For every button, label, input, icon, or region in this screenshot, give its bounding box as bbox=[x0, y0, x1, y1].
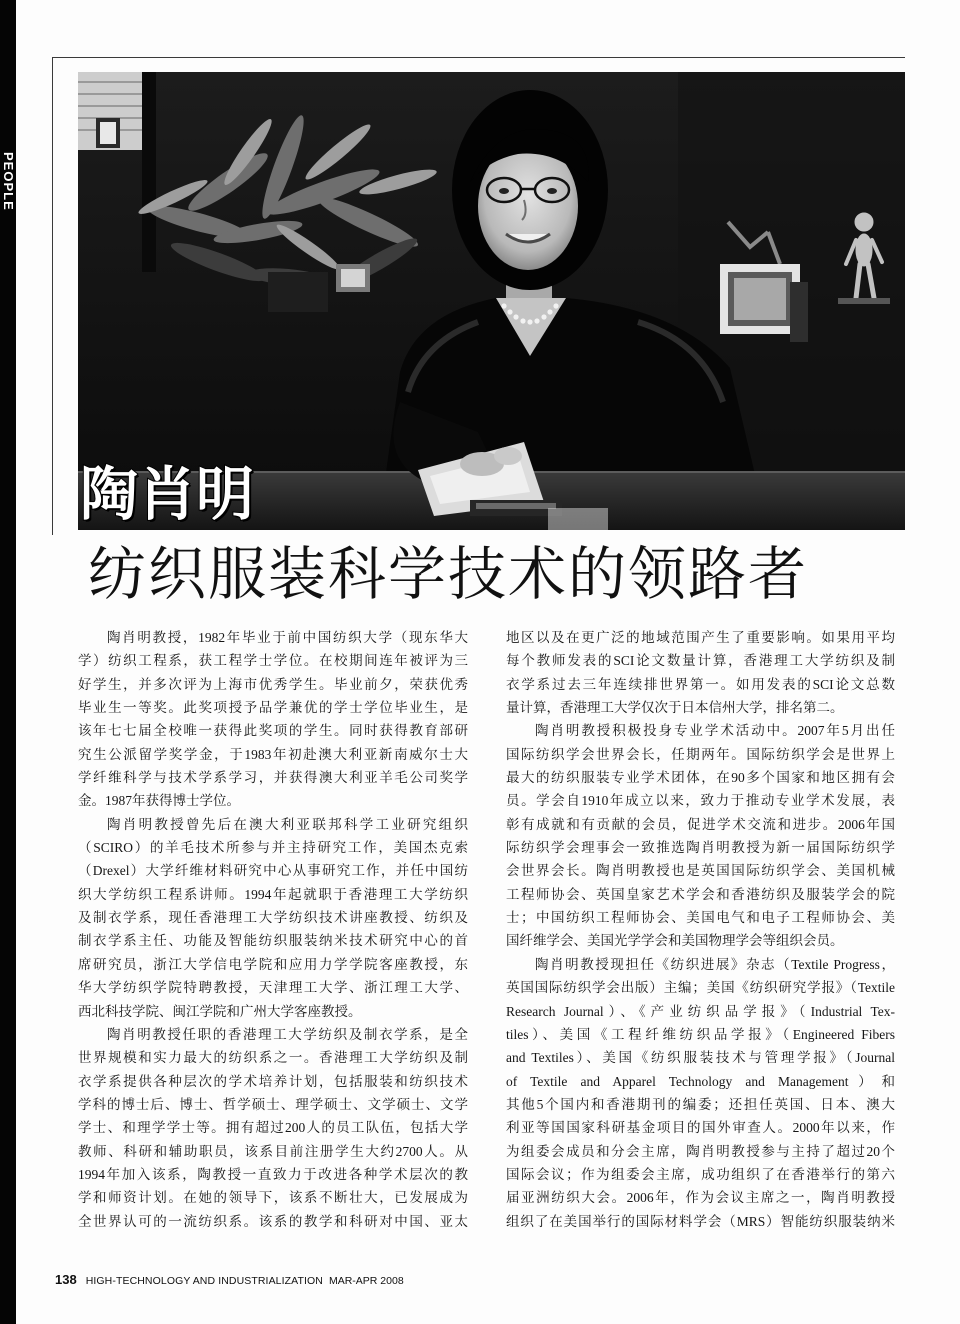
text-line: 席研究员，浙江大学信电学院和应用力学学院客座教授，东 bbox=[78, 956, 468, 972]
text-line: 西北科技学院、闽江学院和广州大学客座教授。 bbox=[78, 1003, 362, 1019]
paragraph bbox=[506, 719, 895, 952]
text-line: 教师、科研和辅助职员，该系目前注册学生大约2700人。从 bbox=[78, 1143, 468, 1159]
text-line: 究生公派留学奖学金，于1983年初赴澳大利亚新南威尔士大 bbox=[78, 746, 468, 762]
text-line: 毕业生一等奖。此奖项授予品学兼优的学士学位毕业生，是 bbox=[78, 700, 468, 716]
paragraph bbox=[78, 626, 468, 813]
text-line: 学）纺织工程系，获工程学士学位。在校期间连年被评为三 bbox=[78, 653, 468, 669]
text-line: 学科的博士后、博士、哲学硕士、理学硕士、文学硕士、文学 bbox=[78, 1096, 468, 1112]
text-line: （SCIRO）的羊毛技术所参与并主持研究工作，美国杰克索 bbox=[78, 840, 468, 856]
frame-line-left bbox=[52, 57, 53, 535]
text-line: 1994年加入该系，陶教授一直致力于改进各种学术层次的教 bbox=[78, 1166, 468, 1182]
paragraph bbox=[506, 953, 895, 1233]
text-line: 届亚洲纺织大会。2006年，作为会议主席之一，陶肖明教授 bbox=[506, 1190, 895, 1206]
publication-name: HIGH-TECHNOLOGY AND INDUSTRIALIZATION bbox=[85, 1275, 323, 1287]
text-line: tiles）、美国《工程纤维纺织品学报》（Engineered Fibers bbox=[506, 1026, 895, 1042]
frame-line-top bbox=[52, 57, 905, 58]
text-line: 员。学会自1910年成立以来，致力于推动专业学术发展，表 bbox=[506, 793, 895, 809]
text-line: 工程师协会、英国皇家艺术学会和香港纺织及服装学会的院 bbox=[506, 886, 895, 902]
page-number: 138 bbox=[55, 1272, 77, 1287]
text-line: 织大学纺织工程系讲师。1994年起就职于香港理工大学纺织 bbox=[78, 886, 468, 902]
text-line: 为组委会成员和分会主席，陶肖明教授参与主持了超过20个 bbox=[506, 1143, 895, 1159]
text-line: and Textiles）、美国《纺织服装技术与管理学报》（Journal bbox=[506, 1050, 895, 1066]
text-line: 及制衣学系，现任香港理工大学纺织技术讲座教授、纺织及 bbox=[78, 910, 468, 926]
text-line: 陶肖明教授，1982年毕业于前中国纺织大学（现东华大 bbox=[107, 630, 468, 645]
text-line: 制衣学系主任、功能及智能纺织服装纳米技术研究中心的首 bbox=[78, 933, 468, 949]
text-line: 其他5个国内和香港期刊的编委；还担任英国、日本、澳大 bbox=[506, 1096, 895, 1112]
paragraph bbox=[506, 626, 895, 719]
article-headline: 纺织服装科学技术的领路者 bbox=[88, 540, 809, 608]
text-line: （Drexel）大学纤维材料研究中心从事研究工作，并任中国纺 bbox=[78, 863, 468, 879]
text-line: 陶肖明教授曾先后在澳大利亚联邦科学工业研究组织 bbox=[107, 816, 468, 832]
section-tab-label: PEOPLE bbox=[1, 152, 16, 211]
text-line: 陶肖明教授任职的香港理工大学纺织及制衣学系，是全 bbox=[107, 1026, 468, 1042]
body-column-right bbox=[506, 626, 895, 1233]
text-line: 世界规模和实力最大的纺织系之一。香港理工大学纺织及制 bbox=[78, 1050, 468, 1066]
text-line: 量计算，香港理工大学仅次于日本信州大学，排名第二。 bbox=[506, 700, 844, 716]
paragraph bbox=[78, 1023, 468, 1233]
section-side-bar bbox=[0, 0, 16, 1324]
text-line: 会世界会长。陶肖明教授也是英国国际纺织学会、美国机械 bbox=[506, 863, 895, 879]
text-line: 利亚等国国家科研基金项目的国外审查人。2000年以来，作 bbox=[506, 1120, 895, 1136]
text-line: 华大学纺织学院特聘教授，天津理工大学、浙江理工大学、 bbox=[78, 980, 468, 996]
text-line: 衣学系过去三年连续排世界第一。如用发表的SCI论文总数 bbox=[506, 676, 895, 692]
text-line: 国纤维学会、美国光学学会和美国物理学会等组织会员。 bbox=[506, 933, 844, 949]
text-line: 地区以及在更广泛的地域范围产生了重要影响。如果用平均 bbox=[506, 630, 895, 645]
text-line: 好学生，并多次评为上海市优秀学生。毕业前夕，荣获优秀 bbox=[78, 676, 468, 692]
issue-date: MAR-APR 2008 bbox=[328, 1275, 404, 1287]
text-line: 金。1987年获得博士学位。 bbox=[78, 793, 240, 809]
paragraph bbox=[78, 813, 468, 1023]
text-line: 全世界认可的一流纺织系。该系的教学和科研对中国、亚太 bbox=[78, 1213, 468, 1229]
text-line: Research Journal）、《产业纺织品学报》（Industrial Tex- bbox=[506, 1003, 895, 1019]
page-footer bbox=[55, 1272, 404, 1287]
text-line: 组织了在美国举行的国际材料学会（MRS）智能纺织服装纳米 bbox=[506, 1213, 895, 1229]
text-line: 衣学系提供各种层次的学术培养计划，包括服装和纺织技术 bbox=[78, 1073, 468, 1089]
text-line: 陶肖明教授现担任《纺织进展》杂志（Textile Progress， bbox=[535, 956, 895, 972]
text-line: 每个教师发表的SCI论文数量计算，香港理工大学纺织及制 bbox=[506, 653, 895, 669]
text-line: 学士、和理学学士等。拥有超过200人的员工队伍，包括大学 bbox=[78, 1120, 468, 1136]
text-line: 英国国际纺织学会出版）主编；美国《纺织研究学报》（Textile bbox=[506, 980, 895, 996]
text-line: 际纺织学会理事会一致推选陶肖明教授为新一届国际纺织学 bbox=[506, 840, 895, 856]
text-line: 彰有成就和有贡献的会员，促进学术交流和进步。2006年国 bbox=[506, 816, 895, 832]
text-line: of Textile and Apparel Technology and Management）和 bbox=[506, 1073, 895, 1089]
text-line: 学和师资计划。在她的领导下，该系不断壮大，已发展成为 bbox=[78, 1190, 468, 1206]
text-line: 该年七七届全校唯一获得此奖项的学生。同时获得教育部研 bbox=[78, 723, 468, 739]
text-line: 最大的纺织服装专业学术团体，在90多个国家和地区拥有会 bbox=[506, 770, 895, 786]
text-line: 陶肖明教授积极投身专业学术活动中。2007年5月出任 bbox=[535, 723, 895, 739]
body-column-left bbox=[78, 626, 468, 1233]
text-line: 学纤维科学与技术学系学习，并获得澳大利亚羊毛公司奖学 bbox=[78, 770, 468, 786]
text-line: 国际纺织学会世界会长，任期两年。国际纺织学会是世界上 bbox=[506, 746, 895, 762]
text-line: 国际会议；作为组委会主席，成功组织了在香港举行的第六 bbox=[506, 1166, 895, 1182]
subject-name-overlay: 陶肖明 bbox=[80, 460, 255, 528]
text-line: 士；中国纺织工程师协会、美国电气和电子工程师协会、美 bbox=[506, 910, 895, 926]
